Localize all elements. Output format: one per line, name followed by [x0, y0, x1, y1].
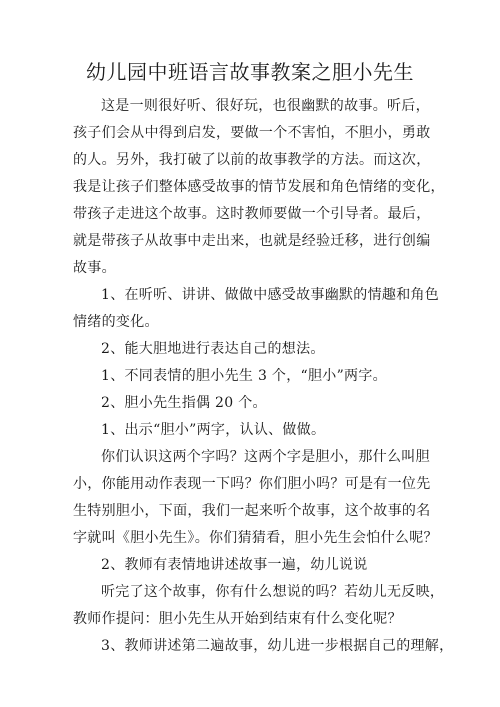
document-body	[73, 93, 454, 660]
paragraph-line: 1、出示“胆小”两字，认认、做做。	[101, 422, 326, 438]
paragraph-line: 情绪的变化。	[73, 314, 159, 330]
paragraph-line: 的人。另外，我打破了以前的故事教学的方法。而这次，	[73, 152, 431, 168]
paragraph-line: 听完了这个故事，你有什么想说的吗？若幼儿无反映，	[101, 584, 445, 600]
paragraph-line: 我是让孩子们整体感受故事的情节发展和角色情绪的变化，	[73, 179, 445, 195]
paragraph-line: 3、教师讲述第二遍故事，幼儿进一步根据自己的理解，	[101, 638, 454, 654]
paragraph-line: 教师作提问：胆小先生从开始到结束有什么变化呢？	[73, 611, 402, 627]
paragraph-line: 带孩子走进这个故事。这时教师要做一个引导者。最后，	[73, 206, 431, 222]
paragraph-line: 1、不同表情的胆小先生 3 个，“胆小”两字。	[101, 368, 387, 384]
paragraph-line: 2、胆小先生指偶 20 个。	[101, 395, 267, 411]
paragraph-line: 故事。	[73, 260, 116, 276]
paragraph-line: 你们认识这两个字吗？这两个字是胆小，那什么叫胆	[101, 449, 430, 465]
document-title: 幼儿园中班语言故事教案之胆小先生	[86, 60, 414, 84]
paragraph-line: 孩子们会从中得到启发，要做一个不害怕，不胆小，勇敢	[73, 125, 431, 141]
paragraph-line: 这是一则很好听、很好玩，也很幽默的故事。听后，	[101, 98, 430, 114]
paragraph-line: 就是带孩子从故事中走出来，也就是经验迁移，进行创编	[73, 233, 431, 249]
paragraph-line: 2、教师有表情地讲述故事一遍，幼儿说说	[101, 557, 368, 573]
paragraph-line: 2、能大胆地进行表达自己的想法。	[101, 341, 325, 357]
paragraph-line: 1、在听听、讲讲、做做中感受故事幽默的情趣和角色	[101, 287, 440, 303]
paragraph-line: 小，你能用动作表现一下吗？你们胆小吗？可是有一位先	[73, 476, 431, 492]
paragraph-line: 生特别胆小，下面，我们一起来听个故事，这个故事的名	[73, 503, 431, 519]
paragraph-line: 字就叫《胆小先生》。你们猜猜看，胆小先生会怕什么呢？	[73, 530, 438, 546]
